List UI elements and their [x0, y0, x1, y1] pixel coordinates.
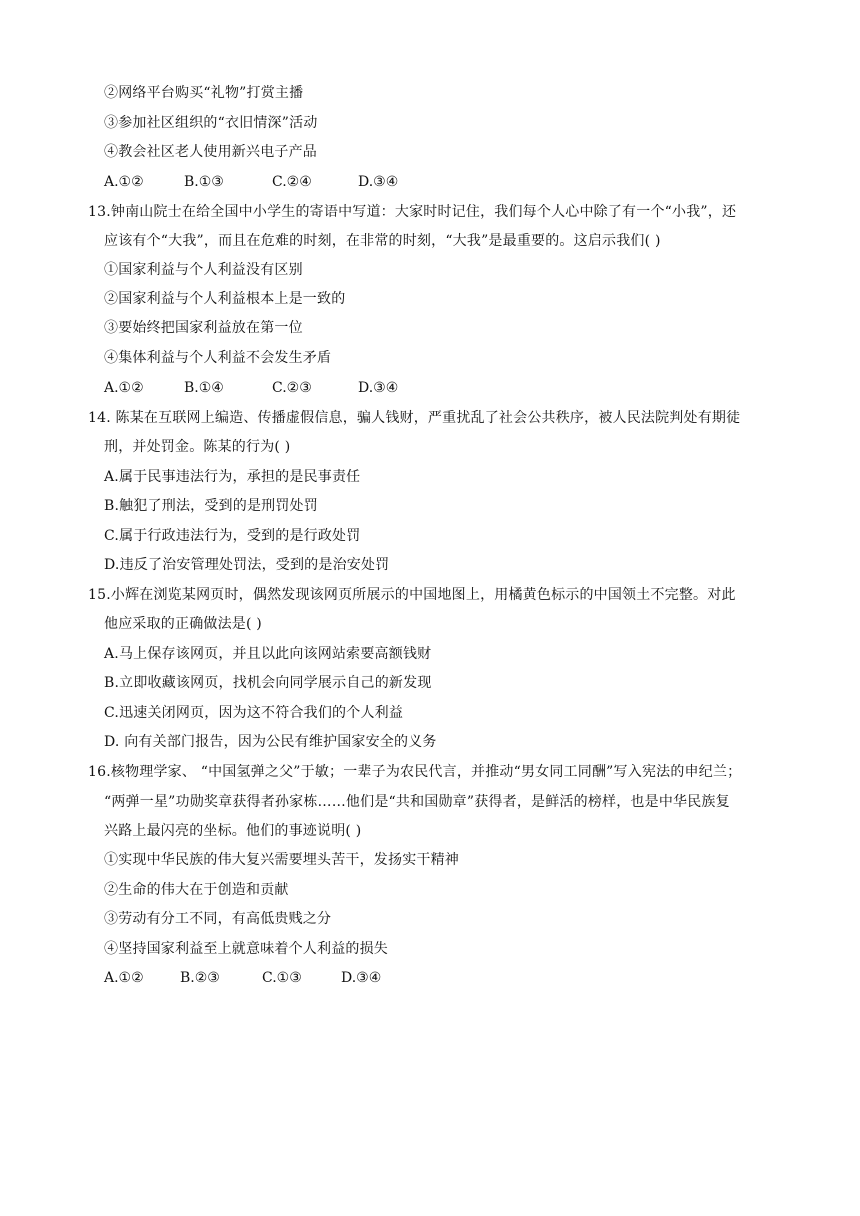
q13-stem-line1: 13.钟南山院士在给全国中小学生的寄语中写道：大家时时记住，我们每个人心中除了有一个“小我”，还 [88, 204, 737, 220]
q14-stem-line2: 刑，并处罚金。陈某的行为( ) [104, 439, 291, 455]
q13-item-4: ④集体利益与个人利益不会发生矛盾 [104, 350, 332, 366]
q16-option-a: A.①② [104, 970, 144, 986]
q16-stem-line1: 16.核物理学家、 “中国氢弹之父”于敏；一辈子为农民代言，并推动“男女同工同酬”写入宪法的申纪兰； [88, 764, 742, 780]
q14-option-c: C.属于行政违法行为，受到的是行政处罚 [104, 528, 361, 544]
q12-item-2: ②网络平台购买“礼物”打赏主播 [104, 85, 304, 101]
q13-option-d: D.③④ [358, 380, 399, 396]
q13-stem-line2: 应该有个“大我”，而且在危难的时刻，在非常的时刻，“大我”是最重要的。这启示我们( ) [104, 233, 661, 249]
q13-option-c: C.②③ [272, 380, 312, 396]
q16-item-4: ④坚持国家利益至上就意味着个人利益的损失 [104, 941, 388, 957]
q14-option-a: A.属于民事违法行为，承担的是民事责任 [104, 469, 361, 485]
q13-option-a: A.①② [104, 380, 144, 396]
q13-item-1: ①国家利益与个人利益没有区别 [104, 262, 303, 278]
q13-item-3: ③要始终把国家利益放在第一位 [104, 320, 303, 336]
q16-option-b: B.②③ [180, 970, 220, 986]
q12-option-d: D.③④ [358, 174, 399, 190]
q16-item-1: ①实现中华民族的伟大复兴需要埋头苦干，发扬实干精神 [104, 852, 459, 868]
q12-item-4: ④教会社区老人使用新兴电子产品 [104, 144, 317, 160]
q16-option-c: C.①③ [262, 970, 302, 986]
q15-stem-line2: 他应采取的正确做法是( ) [104, 616, 262, 632]
q16-item-2: ②生命的伟大在于创造和贡献 [104, 882, 289, 898]
q12-option-b: B.①③ [184, 174, 224, 190]
q15-option-c: C.迅速关闭网页，因为这不符合我们的个人利益 [104, 705, 404, 721]
q16-stem-line2: “两弹一星”功勋奖章获得者孙家栋……他们是“共和国勋章”获得者，是鲜活的榜样，也是中华民族复 [104, 794, 730, 810]
q14-stem-line1: 14. 陈某在互联网上编造、传播虚假信息，骗人钱财，严重扰乱了社会公共秩序，被人民法院判处有期徒 [88, 410, 741, 426]
q12-option-a: A.①② [104, 174, 144, 190]
q13-option-b: B.①④ [184, 380, 224, 396]
q15-option-a: A.马上保存该网页，并且以此向该网站索要高额钱财 [104, 646, 432, 662]
q12-option-c: C.②④ [272, 174, 312, 190]
q15-option-b: B.立即收藏该网页，找机会向同学展示自己的新发现 [104, 675, 432, 691]
q14-option-b: B.触犯了刑法，受到的是刑罚处罚 [104, 498, 318, 514]
q16-item-3: ③劳动有分工不同，有高低贵贱之分 [104, 911, 332, 927]
q16-option-d: D.③④ [341, 970, 382, 986]
q15-option-d: D. 向有关部门报告，因为公民有维护国家安全的义务 [104, 734, 437, 750]
q15-stem-line1: 15.小辉在浏览某网页时，偶然发现该网页所展示的中国地图上，用橘黄色标示的中国领土不完整。对此 [88, 587, 736, 603]
q12-item-3: ③参加社区组织的“衣旧情深”活动 [104, 115, 318, 131]
q13-item-2: ②国家利益与个人利益根本上是一致的 [104, 291, 346, 307]
q14-option-d: D.违反了治安管理处罚法，受到的是治安处罚 [104, 557, 390, 573]
q16-stem-line3: 兴路上最闪亮的坐标。他们的事迹说明( ) [104, 823, 362, 839]
